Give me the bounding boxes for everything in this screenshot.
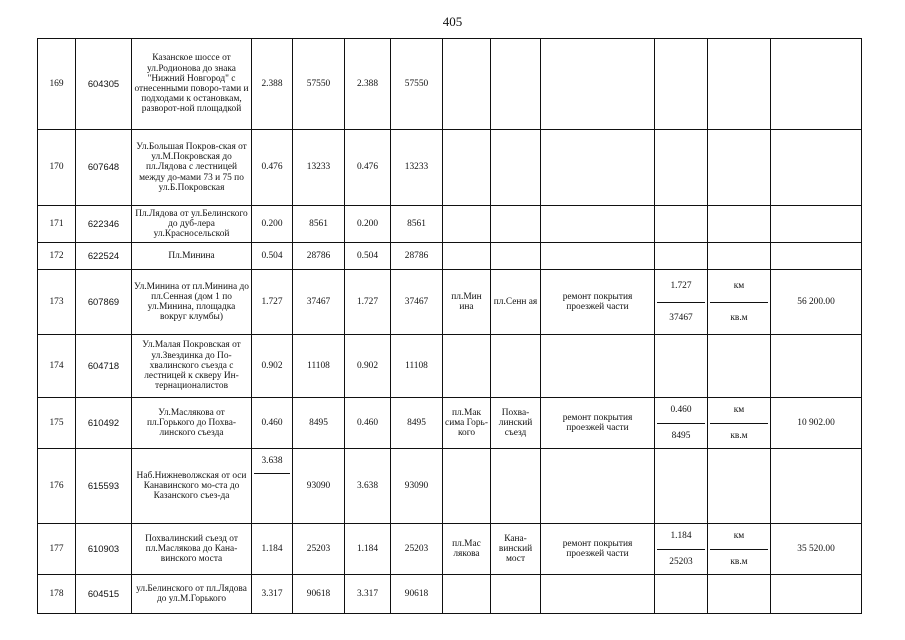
unit-cell xyxy=(708,449,771,524)
unit-sqm: кв.м xyxy=(730,313,748,324)
unit-cell xyxy=(708,335,771,398)
unit-sqm: кв.м xyxy=(730,430,748,441)
length-km-2: 1.184 xyxy=(345,524,391,575)
unit-sqm xyxy=(710,256,768,269)
length-km-2: 1.727 xyxy=(345,270,391,335)
volume-cell xyxy=(655,449,708,524)
repair-from xyxy=(443,575,491,614)
length-km: 1.184 xyxy=(252,524,293,575)
volume-km xyxy=(657,130,705,168)
length-km-empty xyxy=(254,474,290,523)
repair-from: пл.Мин ина xyxy=(443,270,491,335)
row-number: 169 xyxy=(38,39,76,130)
road-code: 610903 xyxy=(76,524,132,575)
road-code: 607869 xyxy=(76,270,132,335)
repair-sum xyxy=(771,449,862,524)
volume-sqm xyxy=(657,594,705,613)
unit-sqm: кв.м xyxy=(730,556,748,567)
area-sqm-2: 57550 xyxy=(391,39,443,130)
repair-sum xyxy=(771,39,862,130)
repair-to: пл.Сенн ая xyxy=(491,270,541,335)
repair-from: пл.Мак сима Горь-кого xyxy=(443,398,491,449)
unit-cell xyxy=(708,130,771,206)
row-number: 170 xyxy=(38,130,76,206)
street-description: Ул.Малая Покровская от ул.Звездинка до По-хвалинского съезда с лестницей к скверу Ин-тернационалистов xyxy=(132,335,252,398)
volume-sqm: 25203 xyxy=(669,556,693,567)
repair-from xyxy=(443,243,491,270)
volume-km xyxy=(657,335,705,366)
row-number: 178 xyxy=(38,575,76,614)
work-type xyxy=(541,449,655,524)
unit-sqm xyxy=(710,168,768,206)
volume-sqm xyxy=(657,256,705,269)
work-type: ремонт покрытия проезжей части xyxy=(541,524,655,575)
row-number: 172 xyxy=(38,243,76,270)
table-row xyxy=(38,206,862,243)
area-sqm-2: 93090 xyxy=(391,449,443,524)
work-type xyxy=(541,575,655,614)
area-sqm-2: 28786 xyxy=(391,243,443,270)
volume-km xyxy=(657,243,705,256)
street-description: Похвалинский съезд от пл.Маслякова до Кана-винского моста xyxy=(132,524,252,575)
area-sqm: 28786 xyxy=(293,243,345,270)
length-km-2: 0.460 xyxy=(345,398,391,449)
unit-km: км xyxy=(710,398,768,424)
area-sqm-2: 13233 xyxy=(391,130,443,206)
volume-cell xyxy=(655,398,708,449)
length-km: 0.504 xyxy=(252,243,293,270)
area-sqm-2: 11108 xyxy=(391,335,443,398)
road-code: 622524 xyxy=(76,243,132,270)
repair-from xyxy=(443,449,491,524)
road-code: 604515 xyxy=(76,575,132,614)
repair-from xyxy=(443,335,491,398)
area-sqm: 11108 xyxy=(293,335,345,398)
volume-km xyxy=(657,449,705,486)
road-repair-table xyxy=(37,38,862,614)
volume-sqm xyxy=(657,486,705,523)
unit-sqm xyxy=(710,84,768,129)
unit-cell xyxy=(708,270,771,335)
unit-sqm xyxy=(710,594,768,613)
volume-cell xyxy=(655,243,708,270)
area-sqm-2: 90618 xyxy=(391,575,443,614)
table-row xyxy=(38,449,862,524)
area-sqm: 13233 xyxy=(293,130,345,206)
road-code: 607648 xyxy=(76,130,132,206)
repair-to xyxy=(491,243,541,270)
area-sqm: 37467 xyxy=(293,270,345,335)
volume-cell xyxy=(655,130,708,206)
area-sqm: 25203 xyxy=(293,524,345,575)
table-row xyxy=(38,335,862,398)
volume-km xyxy=(657,39,705,84)
repair-to: Кана-винский мост xyxy=(491,524,541,575)
unit-km xyxy=(710,449,768,486)
volume-cell xyxy=(655,335,708,398)
length-km-2: 0.504 xyxy=(345,243,391,270)
length-km-2: 3.638 xyxy=(345,449,391,524)
repair-from: пл.Мас лякова xyxy=(443,524,491,575)
road-code: 604305 xyxy=(76,39,132,130)
length-km: 3.317 xyxy=(252,575,293,614)
repair-to xyxy=(491,39,541,130)
street-description: Ул.Минина от пл.Минина до пл.Сенная (дом 1 по ул.Минина, площадка вокруг клумбы) xyxy=(132,270,252,335)
unit-cell xyxy=(708,524,771,575)
volume-cell xyxy=(655,206,708,243)
volume-sqm xyxy=(657,224,705,242)
unit-km xyxy=(710,243,768,256)
volume-cell xyxy=(655,575,708,614)
repair-sum: 56 200.00 xyxy=(771,270,862,335)
volume-sqm xyxy=(657,168,705,206)
length-km: 0.200 xyxy=(252,206,293,243)
work-type xyxy=(541,335,655,398)
work-type xyxy=(541,243,655,270)
repair-sum xyxy=(771,243,862,270)
repair-to xyxy=(491,335,541,398)
table-row xyxy=(38,270,862,335)
volume-km: 1.184 xyxy=(657,524,705,550)
table-row xyxy=(38,575,862,614)
repair-sum xyxy=(771,335,862,398)
row-number: 177 xyxy=(38,524,76,575)
volume-km xyxy=(657,206,705,224)
unit-cell xyxy=(708,206,771,243)
unit-cell xyxy=(708,39,771,130)
unit-km xyxy=(710,335,768,366)
row-number: 173 xyxy=(38,270,76,335)
unit-cell xyxy=(708,398,771,449)
length-km: 3.638 xyxy=(254,449,290,474)
unit-km: км xyxy=(710,524,768,550)
table-row xyxy=(38,243,862,270)
street-description: Казанское шоссе от ул.Родионова до знака "Нижний Новгород" с отнесенными поворо-тами и подходами к остановкам, разворот-ной площадкой xyxy=(132,39,252,130)
volume-km: 0.460 xyxy=(657,398,705,424)
repair-to xyxy=(491,206,541,243)
unit-km xyxy=(710,130,768,168)
length-km-2: 0.476 xyxy=(345,130,391,206)
repair-sum xyxy=(771,130,862,206)
street-description: Пл.Минина xyxy=(132,243,252,270)
work-type xyxy=(541,130,655,206)
volume-sqm xyxy=(657,366,705,397)
volume-sqm: 37467 xyxy=(669,313,693,324)
volume-cell xyxy=(655,270,708,335)
road-code: 622346 xyxy=(76,206,132,243)
area-sqm: 93090 xyxy=(293,449,345,524)
unit-sqm xyxy=(710,224,768,242)
length-km xyxy=(252,449,293,524)
repair-sum xyxy=(771,206,862,243)
repair-sum: 10 902.00 xyxy=(771,398,862,449)
area-sqm-2: 8561 xyxy=(391,206,443,243)
repair-to xyxy=(491,130,541,206)
table-row xyxy=(38,524,862,575)
work-type: ремонт покрытия проезжей части xyxy=(541,270,655,335)
volume-km xyxy=(657,575,705,594)
area-sqm: 90618 xyxy=(293,575,345,614)
unit-sqm xyxy=(710,366,768,397)
length-km-2: 0.200 xyxy=(345,206,391,243)
volume-km: 1.727 xyxy=(657,270,705,303)
unit-km xyxy=(710,206,768,224)
work-type: ремонт покрытия проезжей части xyxy=(541,398,655,449)
road-code: 615593 xyxy=(76,449,132,524)
area-sqm-2: 37467 xyxy=(391,270,443,335)
page-number: 405 xyxy=(442,14,463,29)
repair-to xyxy=(491,575,541,614)
area-sqm-2: 8495 xyxy=(391,398,443,449)
repair-sum xyxy=(771,575,862,614)
area-sqm-2: 25203 xyxy=(391,524,443,575)
unit-km xyxy=(710,39,768,84)
unit-km: км xyxy=(710,270,768,303)
length-km-2: 2.388 xyxy=(345,39,391,130)
road-code: 610492 xyxy=(76,398,132,449)
unit-km xyxy=(710,575,768,594)
street-description: ул.Белинского от пл.Лядова до ул.М.Горького xyxy=(132,575,252,614)
area-sqm: 8495 xyxy=(293,398,345,449)
repair-from xyxy=(443,206,491,243)
unit-cell xyxy=(708,575,771,614)
road-code: 604718 xyxy=(76,335,132,398)
row-number: 171 xyxy=(38,206,76,243)
table-row xyxy=(38,130,862,206)
table-row xyxy=(38,398,862,449)
table-row xyxy=(38,39,862,130)
unit-sqm xyxy=(710,486,768,523)
street-description: Ул.Большая Покров-ская от ул.М.Покровская до пл.Лядова с лестницей между до-мами 73 и 75 по ул.Б.Покровская xyxy=(132,130,252,206)
length-km: 1.727 xyxy=(252,270,293,335)
length-km: 2.388 xyxy=(252,39,293,130)
volume-cell xyxy=(655,39,708,130)
repair-to xyxy=(491,449,541,524)
street-description: Ул.Маслякова от пл.Горького до Похва-линского съезда xyxy=(132,398,252,449)
volume-sqm: 8495 xyxy=(671,430,691,441)
unit-cell xyxy=(708,243,771,270)
length-km: 0.460 xyxy=(252,398,293,449)
repair-sum: 35 520.00 xyxy=(771,524,862,575)
length-km: 0.902 xyxy=(252,335,293,398)
work-type xyxy=(541,206,655,243)
repair-from xyxy=(443,39,491,130)
volume-sqm xyxy=(657,84,705,129)
work-type xyxy=(541,39,655,130)
length-km-2: 3.317 xyxy=(345,575,391,614)
row-number: 174 xyxy=(38,335,76,398)
row-number: 176 xyxy=(38,449,76,524)
area-sqm: 8561 xyxy=(293,206,345,243)
street-description: Наб.Нижневолжская от оси Канавинского мо-ста до Казанского съез-да xyxy=(132,449,252,524)
length-km-2: 0.902 xyxy=(345,335,391,398)
volume-cell xyxy=(655,524,708,575)
repair-from xyxy=(443,130,491,206)
repair-to: Похва-линский съезд xyxy=(491,398,541,449)
area-sqm: 57550 xyxy=(293,39,345,130)
length-km: 0.476 xyxy=(252,130,293,206)
street-description: Пл.Лядова от ул.Белинского до дуб-лера ул.Красносельской xyxy=(132,206,252,243)
row-number: 175 xyxy=(38,398,76,449)
